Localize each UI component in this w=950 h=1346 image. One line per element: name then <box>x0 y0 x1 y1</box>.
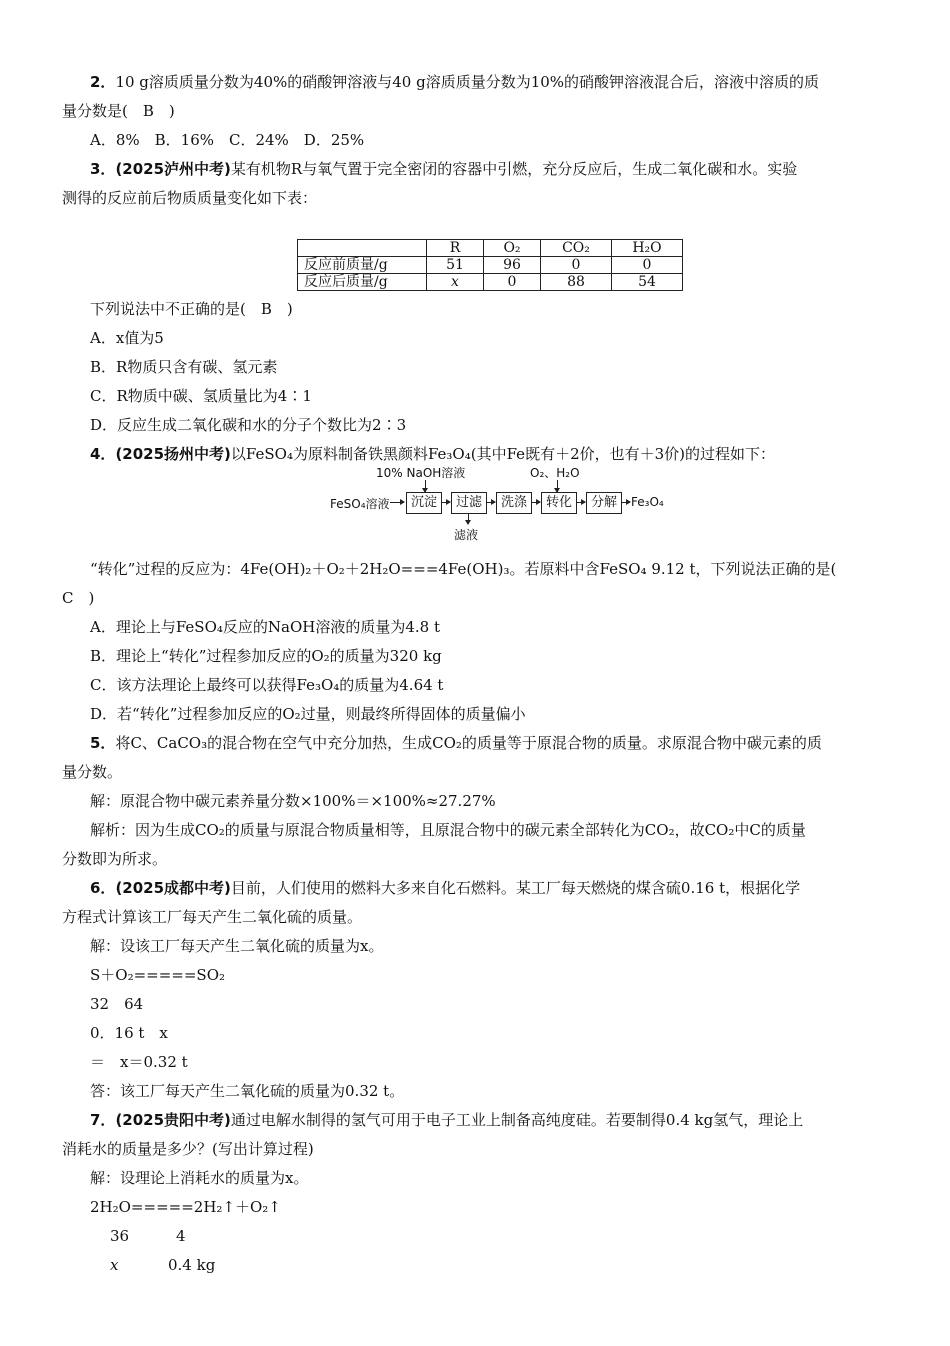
q2-text: 10 g溶质质量分数为40%的硝酸钾溶液与40 g溶质质量分数为10%的硝酸钾溶液混合后，溶液中溶质的质 <box>115 73 820 91</box>
q7-solution: 解：设理论上消耗水的质量为x。 <box>90 1169 309 1187</box>
q5-analysis-line2: 分数即为所求。 <box>62 850 168 868</box>
q3-line1 <box>90 159 797 179</box>
flow-arrow-right-icon <box>622 502 630 503</box>
q7-ratio-water: 36 <box>110 1227 130 1245</box>
q4-option-d: D．若“转化”过程参加反应的O₂过量，则最终所得固体的质量偏小 <box>90 705 526 723</box>
table-cell: 51 <box>427 257 484 274</box>
q3-option-a: A．x值为5 <box>90 329 164 347</box>
q5-number: 5． <box>90 734 116 752</box>
q5-solution: 解：原混合物中碳元素养量分数×100%＝×100%≈27.27% <box>90 792 496 810</box>
flow-step-decompose: 分解 <box>586 492 622 514</box>
q4-number: 4． <box>90 445 116 463</box>
flow-end: Fe₃O₄ <box>631 495 664 509</box>
q3-line2: 测得的反应前后物质质量变化如下表： <box>62 189 318 207</box>
q7-ratio-hydrogen: 4 <box>176 1227 186 1245</box>
flow-step-precipitate: 沉淀 <box>406 492 442 514</box>
q3-text: 某有机物R与氧气置于完全密闭的容器中引燃，充分反应后，生成二氧化碳和水。实验 <box>230 160 798 178</box>
table-row <box>298 257 683 274</box>
q4-line1 <box>90 444 775 464</box>
flow-start: FeSO₄溶液 <box>330 497 390 511</box>
q6-calc: ＝ x＝0.32 t <box>90 1053 188 1071</box>
table-cell: x <box>427 274 484 291</box>
q7-given-hydrogen: 0.4 kg <box>168 1256 216 1274</box>
q4-option-b: B．理论上“转化”过程参加反应的O₂的质量为320 kg <box>90 647 442 665</box>
q4-source: (2025扬州中考) <box>115 445 231 463</box>
q3-source: (2025泸州中考) <box>115 160 231 178</box>
flow-reagent-naoh: 10% NaOH溶液 <box>376 466 466 480</box>
q6-given: 0．16 t x <box>90 1024 168 1042</box>
flow-step-filter: 过滤 <box>451 492 487 514</box>
table-cell: H₂O <box>612 240 683 257</box>
table-cell: 0 <box>612 257 683 274</box>
q3-option-b: B．R物质只含有碳、氢元素 <box>90 358 278 376</box>
flow-arrow-down-icon <box>468 514 469 524</box>
flow-arrow-down-icon <box>425 480 426 492</box>
q7-line1 <box>90 1110 803 1130</box>
q2-line1 <box>90 72 819 92</box>
table-cell: R <box>427 240 484 257</box>
q2-line2: 量分数是( B ) <box>62 102 175 120</box>
q7-line2: 消耗水的质量是多少？(写出计算过程) <box>62 1140 314 1158</box>
flow-arrow-right-icon <box>390 502 404 503</box>
q5-analysis-line1: 解析：因为生成CO₂的质量与原混合物质量相等，且原混合物中的碳元素全部转化为CO₂，故CO₂中C的质量 <box>90 821 806 839</box>
flow-arrow-right-icon <box>442 502 450 503</box>
flow-reagent-o2-h2o: O₂、H₂O <box>530 466 580 480</box>
q4-line2: “转化”过程的反应为：4Fe(OH)₂＋O₂＋2H₂O===4Fe(OH)₃。若原料中含FeSO₄ 9.12 t，下列说法正确的是( <box>90 560 837 578</box>
q3-prompt: 下列说法中不正确的是( B ) <box>90 300 293 318</box>
flow-step-wash: 洗涤 <box>496 492 532 514</box>
q6-number: 6． <box>90 879 116 897</box>
q3-option-c: C．R物质中碳、氢质量比为4∶1 <box>90 387 312 405</box>
q6-answer: 答：该工厂每天产生二氧化硫的质量为0.32 t。 <box>90 1082 405 1100</box>
q7-source: (2025贵阳中考) <box>115 1111 231 1129</box>
q4-option-c: C．该方法理论上最终可以获得Fe₃O₄的质量为4.64 t <box>90 676 444 694</box>
table-cell: CO₂ <box>541 240 612 257</box>
q6-ratio: 32 64 <box>90 995 144 1013</box>
q7-given-water: x <box>110 1256 119 1274</box>
q4-text: 以FeSO₄为原料制备铁黑颜料Fe₃O₄(其中Fe既有＋2价，也有＋3价)的过程如下： <box>230 445 776 463</box>
q5-line1 <box>90 733 822 753</box>
table-cell: 54 <box>612 274 683 291</box>
q6-source: (2025成都中考) <box>115 879 231 897</box>
q6-line1 <box>90 878 800 898</box>
q3-option-d: D．反应生成二氧化碳和水的分子个数比为2∶3 <box>90 416 407 434</box>
flow-arrow-down-icon <box>557 480 558 492</box>
q2-number: 2． <box>90 73 116 91</box>
table-cell: 96 <box>484 257 541 274</box>
table-row <box>298 274 683 291</box>
q7-text: 通过电解水制得的氢气可用于电子工业上制备高纯度硅。若要制得0.4 kg氢气，理论上 <box>230 1111 804 1129</box>
q3-number: 3． <box>90 160 116 178</box>
q6-solution: 解：设该工厂每天产生二氧化硫的质量为x。 <box>90 937 384 955</box>
table-cell: 0 <box>541 257 612 274</box>
flow-arrow-right-icon <box>577 502 585 503</box>
q5-text: 将C、CaCO₃的混合物在空气中充分加热，生成CO₂的质量等于原混合物的质量。求原混合物中碳元素的质 <box>115 734 822 752</box>
q4-option-a: A．理论上与FeSO₄反应的NaOH溶液的质量为4.8 t <box>90 618 440 636</box>
q7-number: 7． <box>90 1111 116 1129</box>
table-cell: O₂ <box>484 240 541 257</box>
table-cell: 88 <box>541 274 612 291</box>
table-cell: 反应前质量/g <box>298 257 427 274</box>
q7-equation: 2H₂O=====2H₂↑＋O₂↑ <box>90 1198 281 1216</box>
table-header-row <box>298 240 683 257</box>
reaction-mass-table <box>297 239 683 291</box>
q6-line2: 方程式计算该工厂每天产生二氧化硫的质量。 <box>62 908 363 926</box>
flow-byproduct: 滤液 <box>454 528 479 542</box>
flow-arrow-right-icon <box>532 502 540 503</box>
q4-line3: C ) <box>62 589 95 607</box>
table-cell: 反应后质量/g <box>298 274 427 291</box>
q6-equation: S＋O₂=====SO₂ <box>90 966 226 984</box>
flow-arrow-right-icon <box>487 502 495 503</box>
table-cell <box>298 240 427 257</box>
q6-text: 目前，人们使用的燃料大多来自化石燃料。某工厂每天燃烧的煤含硫0.16 t，根据化学 <box>230 879 801 897</box>
process-flow-diagram <box>330 462 664 542</box>
table-cell: 0 <box>484 274 541 291</box>
q5-line2: 量分数。 <box>62 763 123 781</box>
flow-step-convert: 转化 <box>541 492 577 514</box>
q2-options: A．8% B．16% C．24% D．25% <box>90 131 365 149</box>
